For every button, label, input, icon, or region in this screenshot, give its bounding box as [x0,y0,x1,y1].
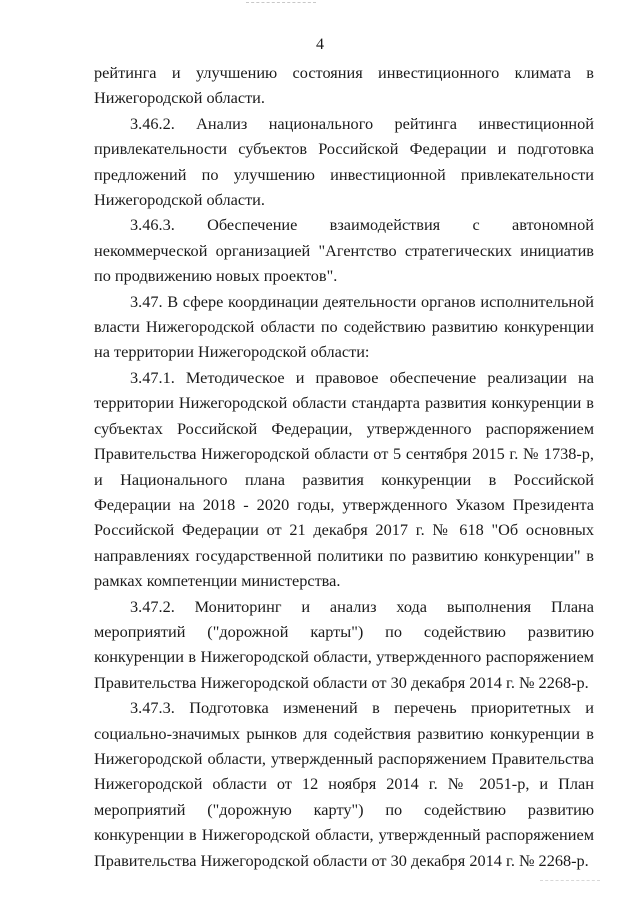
paragraph-3-46-2: 3.46.2. Анализ национального рейтинга инвестиционной привлекательности субъектов Российской Федерации и подготовка предложений по улучшению инвестиционной привлекательности Нижегородской области. [94,113,594,210]
document-body [94,60,594,873]
paragraph-3-47-2: 3.47.2. Мониторинг и анализ хода выполнения Плана мероприятий ("дорожной карты") по содействию развитию конкуренции в Нижегородской области, утвержденного распоряжением Правительства Нижегородской области от 30 декабря 2014 г. № 2268-р. [94,596,594,692]
scan-artifact-top [246,2,316,3]
paragraph-3-47-3: 3.47.3. Подготовка изменений в перечень приоритетных и социально-значимых рынков для содействия развитию конкуренции в Нижегородской области, утвержденный распоряжением Правительства Нижегородской области от 12 ноября 2014 г. № 2051-р, и План мероприятий ("дорожную карту") по содействию развитию конкуренции в Нижегородской области, утвержденный распоряжением Правительства Нижегородской области от 30 декабря 2014 г. № 2268-р. [94,698,594,870]
paragraph-3-47-1: 3.47.1. Методическое и правовое обеспечение реализации на территории Нижегородской области стандарта развития конкуренции в субъектах Российской Федерации, утвержденного распоряжением Правительства Нижегородской области от 5 сентября 2015 г. № 1738-р, и Национального плана развития конкуренции в Российской Федерации на 2018 - 2020 годы, утвержденного Указом Президента Российской Федерации от 21 декабря 2017 г. № 618 "Об основных направлениях государственной политики по развитию конкуренции" в рамках компетенции министерства. [94,367,594,591]
page-number: 4 [316,36,324,53]
paragraph-3-46-3: 3.46.3. Обеспечение взаимодействия с автономной некоммерческой организацией "Агентство стратегических инициатив по продвижению новых проектов". [94,215,594,286]
paragraph-3-47: 3.47. В сфере координации деятельности органов исполнительной власти Нижегородской области по содействию развитию конкуренции на территории Нижегородской области: [94,291,594,362]
scan-artifact-bottom [540,880,600,881]
paragraph-continuation: рейтинга и улучшению состояния инвестиционного климата в Нижегородской области. [94,63,594,108]
